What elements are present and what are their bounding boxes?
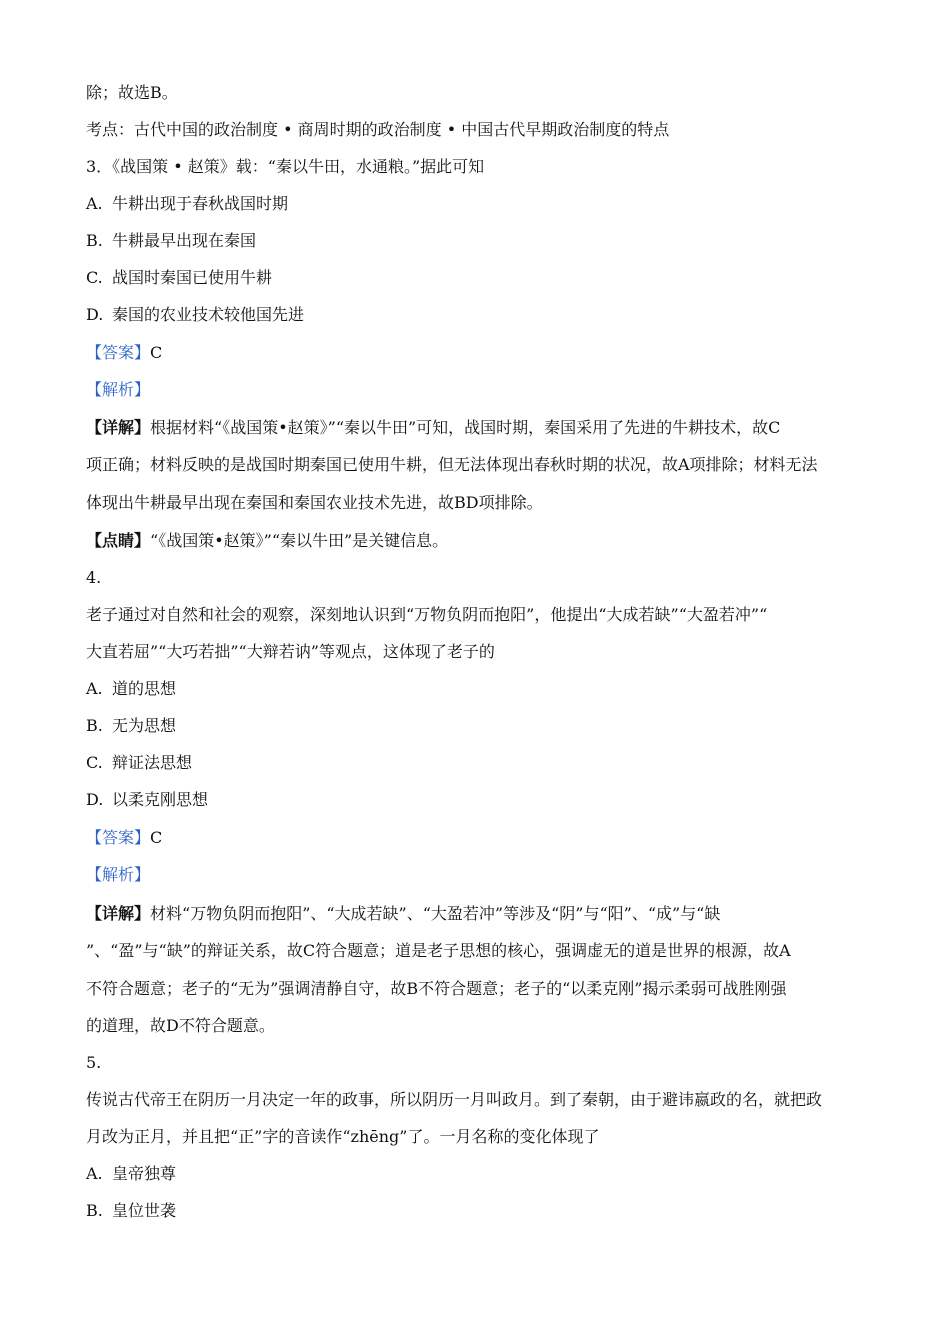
q3-detail-line-1 bbox=[86, 418, 870, 438]
option-letter: D. bbox=[86, 790, 104, 809]
option-text: 皇位世袭 bbox=[112, 1201, 177, 1220]
option-letter: B. bbox=[86, 231, 103, 250]
q3-detail-line-3: 体现出牛耕最早出现在秦国和秦国农业技术先进，故BD项排除。 bbox=[86, 493, 543, 512]
option-letter: A. bbox=[86, 1164, 103, 1183]
option-text: 以柔克刚思想 bbox=[112, 790, 209, 809]
option-text: 战国时秦国已使用牛耕 bbox=[112, 268, 273, 287]
option-letter: C. bbox=[86, 268, 103, 287]
q3-detail-line-2: 项正确；材料反映的是战国时期秦国已使用牛耕，但无法体现出春秋时期的状况，故A项排除；材料无法 bbox=[86, 455, 818, 474]
q5-number: 5. bbox=[86, 1053, 102, 1072]
q3-option-b bbox=[86, 231, 870, 251]
detail-tag: 【详解】 bbox=[86, 418, 151, 437]
q4-stem-line-1: 老子通过对自然和社会的观察，深刻地认识到“万物负阴而抱阳”，他提出“大成若缺”“大盈若冲”“ bbox=[86, 605, 768, 624]
q4-stem-line-2: 大直若屈”“大巧若拙”“大辩若讷”等观点，这体现了老子的 bbox=[86, 642, 495, 661]
option-text: 秦国的农业技术较他国先进 bbox=[112, 305, 305, 324]
detail-tag: 【详解】 bbox=[86, 904, 151, 923]
answer-value: C bbox=[150, 343, 163, 362]
q4-detail-line-2: ”、“盈”与“缺”的辩证关系，故C符合题意；道是老子思想的核心，强调虚无的道是世界的根源，故A bbox=[86, 941, 791, 960]
option-letter: A. bbox=[86, 679, 103, 698]
q4-detail-line-3: 不符合题意；老子的“无为”强调清静自守，故B不符合题意；老子的“以柔克刚”揭示柔弱可战胜刚强 bbox=[86, 979, 787, 998]
detail-text: 材料“万物负阴而抱阳”、“大成若缺”、“大盈若冲”等涉及“阴”与“阳”、“成”与“缺 bbox=[150, 904, 721, 923]
answer-tag: 【答案】 bbox=[86, 343, 151, 362]
option-text: 辩证法思想 bbox=[112, 753, 193, 772]
q4-option-a bbox=[86, 679, 870, 699]
q3-option-d bbox=[86, 305, 870, 325]
option-text: 牛耕出现于春秋战国时期 bbox=[112, 194, 289, 213]
q4-option-b bbox=[86, 716, 870, 736]
q5-option-b bbox=[86, 1201, 870, 1221]
dianjing-tag: 【点睛】 bbox=[86, 531, 151, 550]
q4-option-d bbox=[86, 790, 870, 810]
option-text: 道的思想 bbox=[112, 679, 177, 698]
q2-tail-line: 除；故选B。 bbox=[86, 83, 178, 102]
q4-detail-line-4: 的道理，故D不符合题意。 bbox=[86, 1016, 275, 1035]
analysis-tag: 【解析】 bbox=[86, 380, 151, 399]
option-letter: B. bbox=[86, 716, 103, 735]
q4-analysis bbox=[86, 865, 870, 885]
option-letter: B. bbox=[86, 1201, 103, 1220]
q3-option-a bbox=[86, 194, 870, 214]
q4-detail-line-1 bbox=[86, 904, 870, 924]
q3-answer bbox=[86, 343, 870, 363]
option-letter: A. bbox=[86, 194, 103, 213]
q4-option-c bbox=[86, 753, 870, 773]
option-letter: D. bbox=[86, 305, 104, 324]
q2-kaodian: 考点：古代中国的政治制度 • 商周时期的政治制度 • 中国古代早期政治制度的特点 bbox=[86, 120, 670, 139]
q5-stem-line-2: 月改为正月，并且把“正”字的音读作“zhēng”了。一月名称的变化体现了 bbox=[86, 1127, 600, 1146]
q3-option-c bbox=[86, 268, 870, 288]
q3-dianjing bbox=[86, 531, 870, 551]
option-letter: C. bbox=[86, 753, 103, 772]
analysis-tag: 【解析】 bbox=[86, 865, 151, 884]
option-text: 无为思想 bbox=[112, 716, 177, 735]
dianjing-text: “《战国策•赵策》”“秦以牛田”是关键信息。 bbox=[150, 531, 449, 550]
option-text: 皇帝独尊 bbox=[112, 1164, 177, 1183]
answer-value: C bbox=[150, 828, 163, 847]
q5-stem-line-1: 传说古代帝王在阴历一月决定一年的政事，所以阴历一月叫政月。到了秦朝，由于避讳嬴政的名，就把政 bbox=[86, 1090, 823, 1109]
q5-option-a bbox=[86, 1164, 870, 1184]
q3-stem: 3．《战国策 • 赵策》载：“秦以牛田，水通粮。”据此可知 bbox=[86, 157, 485, 176]
q4-number: 4. bbox=[86, 568, 102, 587]
q3-analysis bbox=[86, 380, 870, 400]
q4-answer bbox=[86, 828, 870, 848]
option-text: 牛耕最早出现在秦国 bbox=[112, 231, 257, 250]
detail-text: 根据材料“《战国策•赵策》”“秦以牛田”可知，战国时期，秦国采用了先进的牛耕技术，故C bbox=[150, 418, 781, 437]
answer-tag: 【答案】 bbox=[86, 828, 151, 847]
